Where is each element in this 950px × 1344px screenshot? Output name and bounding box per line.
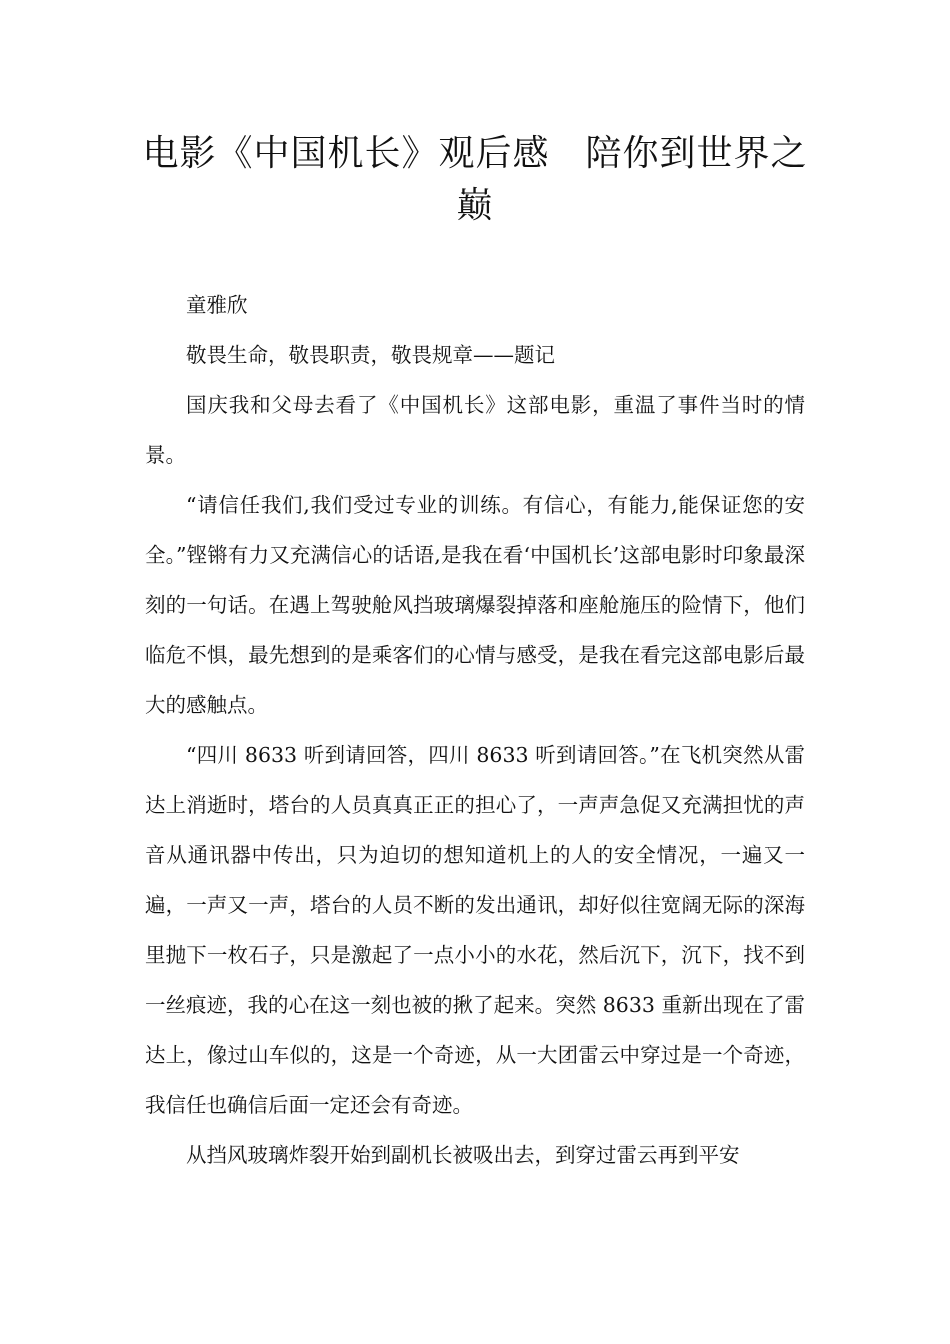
document-title [130, 128, 820, 232]
author-line: 童雅欣 [186, 293, 248, 317]
paragraph-4: 从挡风玻璃炸裂开始到副机长被吸出去，到穿过雷云再到平安 [186, 1143, 740, 1167]
epigraph: 敬畏生命，敬畏职责，敬畏规章——题记 [186, 343, 555, 367]
title-sub: 陪你到世界之巅 [456, 133, 808, 226]
title-main: 电影《中国机长》观后感 [142, 133, 550, 174]
paragraph-1: 国庆我和父母去看了《中国机长》这部电影，重温了事件当时的情景。 [145, 393, 805, 467]
paragraph-2: “请信任我们,我们受过专业的训练。有信心，有能力,能保证您的安全。”铿锵有力又充满信心的话语,是我在看‘中国机长’这部电影时印象最深刻的一句话。在遇上驾驶舱风挡玻璃爆裂掉落和座舱施压的险情下，他们临危不惧，最先想到的是乘客们的心情与感受，是我在看完这部电影后最大的感触点。 [145, 493, 805, 717]
paragraph-3: “四川 8633 听到请回答，四川 8633 听到请回答。”在飞机突然从雷达上消逝时，塔台的人员真真正正的担心了，一声声急促又充满担忧的声音从通讯器中传出，只为迫切的想知道机上的人的安全情况，一遍又一遍，一声又一声，塔台的人员不断的发出通讯，却好似往宽阔无际的深海里抛下一枚石子，只是激起了一点小小的水花，然后沉下，沉下，找不到一丝痕迹，我的心在这一刻也被的揪了起来。突然 8633 重新出现在了雷达上，像过山车似的，这是一个奇迹，从一大团雷云中穿过是一个奇迹，我信任也确信后面一定还会有奇迹。 [145, 743, 805, 1117]
document-body [145, 280, 805, 1180]
